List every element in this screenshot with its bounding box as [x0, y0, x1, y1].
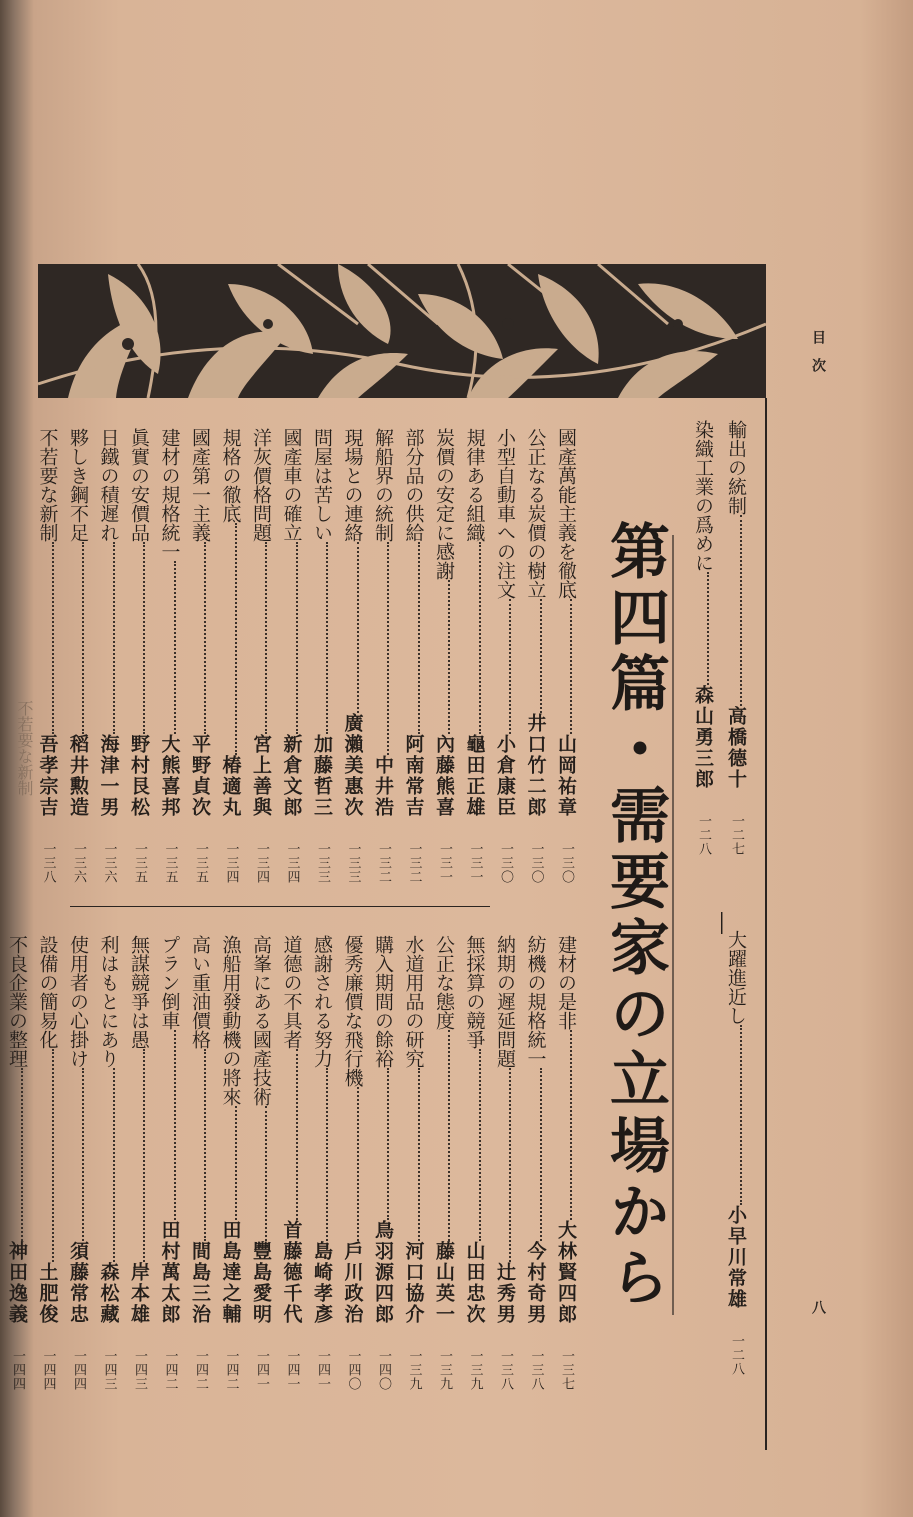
dot-leader	[113, 1068, 115, 1262]
heading-rule	[672, 535, 674, 1315]
dot-leader	[52, 1049, 54, 1262]
entry-title: 染織工業の爲めに	[692, 420, 714, 572]
dot-leader	[143, 1049, 145, 1262]
entry-title: 使用者の心掛け	[67, 935, 89, 1068]
entry-title: 高い重油價格	[189, 935, 211, 1049]
entry-page: 一三二	[376, 828, 391, 884]
toc-entry	[464, 935, 494, 1395]
toc-entry	[555, 935, 585, 1395]
entry-page: 一三四	[254, 828, 269, 884]
entry-title: 國產萬能主義を徹底	[555, 428, 577, 599]
toc-entry	[433, 428, 463, 898]
entry-author: 野村艮松	[128, 734, 150, 818]
entry-page: 一四二	[223, 1335, 239, 1391]
entry-title: 規律ある組織	[463, 428, 486, 542]
toc-entry	[555, 428, 585, 898]
frame-rule-right	[765, 398, 767, 1450]
toc-entry	[281, 428, 311, 898]
entry-page: 一四二	[193, 1335, 208, 1391]
entry-page: 一三〇	[528, 828, 544, 884]
entry-title: 不若要な新制	[36, 428, 59, 542]
dot-leader	[448, 1030, 450, 1241]
entry-page: 一三一	[437, 828, 452, 884]
dot-leader	[21, 1068, 23, 1241]
entry-author: 小早川常雄	[725, 1205, 747, 1310]
entry-author: 森山勇三郎	[692, 685, 714, 790]
toc-entry	[98, 428, 128, 898]
em-dash: ―	[710, 912, 735, 934]
entry-page: 一四二	[162, 1335, 178, 1391]
dot-leader	[357, 1087, 359, 1241]
entry-author: 新倉文郎	[280, 734, 303, 818]
dot-leader	[235, 1106, 237, 1220]
entry-page: 一四一	[315, 1335, 330, 1391]
entry-author: 今村奇男	[524, 1241, 547, 1325]
dot-leader	[204, 1049, 206, 1241]
entry-author: 稻井勲造	[67, 734, 89, 818]
dot-leader	[740, 515, 742, 706]
toc-entry	[220, 428, 250, 898]
entry-author: 森松藏	[97, 1262, 120, 1325]
toc-entry	[189, 935, 219, 1395]
entry-page: 一三四	[284, 828, 300, 884]
dot-leader	[387, 542, 389, 755]
toc-entry	[433, 935, 463, 1395]
toc-entry	[128, 428, 158, 898]
entry-page: 一三〇	[559, 828, 574, 884]
entry-page: 一三五	[162, 828, 178, 884]
dot-leader	[296, 1049, 298, 1220]
dot-leader	[509, 599, 511, 734]
entry-author: 廣瀨美惠次	[341, 713, 364, 818]
entry-author: 戶川政治	[341, 1241, 364, 1325]
toc-entry	[372, 935, 402, 1395]
entry-title: 高峯にある國產技術	[250, 935, 272, 1106]
entry-author: 田村萬太郎	[158, 1220, 181, 1325]
entry-page: 一三八	[498, 1335, 513, 1391]
toc-entry	[342, 428, 372, 898]
toc-entry	[311, 428, 341, 898]
entry-title: 規格の徹底	[219, 428, 242, 523]
dot-leader	[326, 542, 328, 734]
toc-entry	[250, 935, 280, 1395]
entry-page: 一四〇	[345, 1335, 361, 1391]
entry-title: 道德の不具者	[280, 935, 303, 1049]
entry-author: 山岡祐章	[555, 734, 577, 818]
dot-leader	[540, 599, 542, 713]
entry-page: 一三九	[437, 1335, 452, 1391]
entry-page: 一三八	[40, 828, 56, 884]
entry-author: 間島三治	[189, 1241, 211, 1325]
toc-entry	[372, 428, 402, 898]
dot-leader	[52, 542, 54, 734]
entry-author: 田島達之輔	[219, 1220, 242, 1325]
toc-entry	[67, 935, 97, 1395]
entry-author: 平野貞次	[189, 734, 211, 818]
entry-author: 中井浩	[372, 755, 394, 818]
entry-title: 設備の簡易化	[36, 935, 59, 1049]
running-header-section: 目 次	[810, 330, 826, 372]
dot-leader	[143, 542, 145, 734]
entry-page: 一四一	[254, 1335, 269, 1391]
dot-leader	[113, 542, 115, 734]
dot-leader	[448, 580, 450, 734]
entry-author: 吾孝宗吉	[36, 734, 59, 818]
toc-entry	[725, 930, 755, 1390]
dot-leader	[265, 542, 267, 734]
entry-page: 一三三	[315, 828, 330, 884]
dot-leader	[509, 1068, 511, 1262]
dot-leader	[204, 542, 206, 734]
dot-leader	[265, 1106, 267, 1241]
toc-entry	[403, 935, 433, 1395]
entry-page: 一三七	[559, 1335, 574, 1391]
toc-entry	[525, 935, 555, 1395]
dot-leader	[296, 542, 298, 734]
toc-entry	[692, 420, 722, 890]
entry-page: 一三二	[406, 828, 422, 884]
entry-page: 一三六	[101, 828, 117, 884]
entry-author: 土肥俊	[36, 1262, 59, 1325]
spine-fragment: 不若要な新制	[15, 700, 34, 796]
entry-title: 公正なる炭價の樹立	[524, 428, 547, 599]
entry-page: 一三一	[467, 828, 483, 884]
dot-leader	[479, 542, 481, 734]
entry-title: 無謀競爭は愚	[128, 935, 150, 1049]
entry-title: 問屋は苦しい	[311, 428, 333, 542]
dot-leader	[479, 1049, 481, 1241]
toc-entry	[159, 935, 189, 1395]
entry-page: 一三六	[71, 828, 86, 884]
entry-author: 海津一男	[97, 734, 120, 818]
running-header-page-no: 八	[810, 1300, 826, 1314]
dot-leader	[570, 1030, 572, 1220]
entry-title: 輸出の統制	[725, 420, 747, 515]
entry-author: 岸本雄	[128, 1262, 150, 1325]
part-title: 第四篇・需要家の立場から	[600, 520, 670, 1312]
toc-entry	[281, 935, 311, 1395]
toc-entry	[403, 428, 433, 898]
entry-author: 山田忠次	[463, 1241, 486, 1325]
entry-title: 納期の遲延問題	[494, 935, 516, 1068]
entry-author: 椿適丸	[219, 755, 242, 818]
entry-title: 建材の是非	[555, 935, 577, 1030]
toc-entry	[98, 935, 128, 1395]
toc-entry	[494, 935, 524, 1395]
entry-page: 一四四	[40, 1335, 56, 1391]
toc-entry	[250, 428, 280, 898]
toc-entry	[220, 935, 250, 1395]
entry-title: 部分品の供給	[402, 428, 425, 542]
dot-leader	[174, 1030, 176, 1220]
entry-author: 辻秀男	[494, 1262, 516, 1325]
entry-title: 紡機の規格統一	[524, 935, 547, 1068]
entry-author: 高橋德十	[725, 706, 747, 790]
entry-page: 一四〇	[376, 1335, 391, 1391]
dot-leader	[740, 1025, 742, 1205]
entry-author: 內藤熊喜	[433, 734, 455, 818]
toc-entry	[128, 935, 158, 1395]
entry-page: 一二八	[696, 800, 711, 856]
entry-title: 國產第一主義	[189, 428, 211, 542]
entry-title: 利はもとにあり	[97, 935, 120, 1068]
entry-title: 購入期間の餘裕	[372, 935, 394, 1068]
toc-entry	[37, 428, 67, 898]
entry-author: 加藤哲三	[311, 734, 333, 818]
entry-author: 豐島愛明	[250, 1241, 272, 1325]
entry-title: 無採算の競爭	[463, 935, 486, 1049]
entry-author: 龜田正雄	[463, 734, 486, 818]
entry-title: 優秀廉價な飛行機	[341, 935, 364, 1087]
entry-page: 一四四	[71, 1335, 86, 1391]
toc-entry	[311, 935, 341, 1395]
entry-title: 建材の規格統一	[158, 428, 181, 561]
entry-title: 日鐵の積遲れ	[97, 428, 120, 542]
entry-title: 解船界の統制	[372, 428, 394, 542]
ornamental-banner	[38, 264, 766, 398]
entry-page: 一三九	[467, 1335, 483, 1391]
entry-title: 大躍進近し	[725, 930, 747, 1025]
toc-entry	[525, 428, 555, 898]
entry-title: 小型自動車への注文	[494, 428, 516, 599]
dot-leader	[570, 599, 572, 734]
entry-title: 漁船用發動機の將來	[219, 935, 242, 1106]
entry-author: 大林賢四郎	[555, 1220, 577, 1325]
entry-title: 公正な態度	[433, 935, 455, 1030]
entry-title: 水道用品の研究	[402, 935, 425, 1068]
entry-author: 宮上善與	[250, 734, 272, 818]
entry-page: 一三九	[406, 1335, 422, 1391]
entry-author: 藤山英一	[433, 1241, 455, 1325]
dot-leader	[174, 561, 176, 734]
entry-title: 不良企業の整理	[6, 935, 28, 1068]
entry-author: 須藤常忠	[67, 1241, 89, 1325]
entry-title: 現場との連絡	[341, 428, 364, 542]
entry-author: 河口協介	[402, 1241, 425, 1325]
entry-title: 感謝される努力	[311, 935, 333, 1068]
entry-author: 神田逸義	[6, 1241, 28, 1325]
entry-title: 洋灰價格問題	[250, 428, 272, 542]
dot-leader	[235, 523, 237, 755]
dot-leader	[707, 572, 709, 685]
dot-leader	[540, 1068, 542, 1241]
entry-author: 鳥羽源四郎	[372, 1220, 394, 1325]
entry-page: 一二八	[729, 1320, 744, 1376]
entry-page: 一三三	[345, 828, 361, 884]
dot-leader	[418, 1068, 420, 1241]
dot-leader	[82, 1068, 84, 1241]
section-divider	[70, 906, 490, 907]
entry-title: 國產車の確立	[280, 428, 303, 542]
entry-author: 阿南常吉	[402, 734, 425, 818]
entry-page: 一三八	[528, 1335, 544, 1391]
entry-page: 一四三	[132, 1335, 147, 1391]
dot-leader	[357, 542, 359, 713]
dot-leader	[387, 1068, 389, 1220]
entry-page: 一三五	[193, 828, 208, 884]
entry-page: 一三五	[132, 828, 147, 884]
toc-entry	[189, 428, 219, 898]
leaf-ornament-icon	[38, 264, 766, 398]
entry-page: 一二七	[729, 800, 744, 856]
toc-entry	[494, 428, 524, 898]
entry-title: プラン倒車	[158, 935, 181, 1030]
entry-page: 一四一	[284, 1335, 300, 1391]
toc-entry	[37, 935, 67, 1395]
entry-title: 夥しき鋼不足	[67, 428, 89, 542]
entry-author: 小倉康臣	[494, 734, 516, 818]
dot-leader	[82, 542, 84, 734]
entry-author: 井口竹二郎	[524, 713, 547, 818]
dot-leader	[326, 1068, 328, 1241]
entry-page: 一四四	[10, 1335, 25, 1391]
entry-title: 眞實の安價品	[128, 428, 150, 542]
entry-author: 島崎孝彥	[311, 1241, 333, 1325]
toc-entry	[464, 428, 494, 898]
toc-entry	[725, 420, 755, 890]
toc-entry	[67, 428, 97, 898]
entry-page: 一三四	[223, 828, 239, 884]
toc-entry	[342, 935, 372, 1395]
entry-page: 一四三	[101, 1335, 117, 1391]
toc-entry	[159, 428, 189, 898]
entry-author: 首藤德千代	[280, 1220, 303, 1325]
toc-entry	[6, 935, 36, 1395]
entry-page: 一三〇	[498, 828, 513, 884]
dot-leader	[418, 542, 420, 734]
entry-author: 大熊喜邦	[158, 734, 181, 818]
entry-title: 炭價の安定に感謝	[433, 428, 455, 580]
